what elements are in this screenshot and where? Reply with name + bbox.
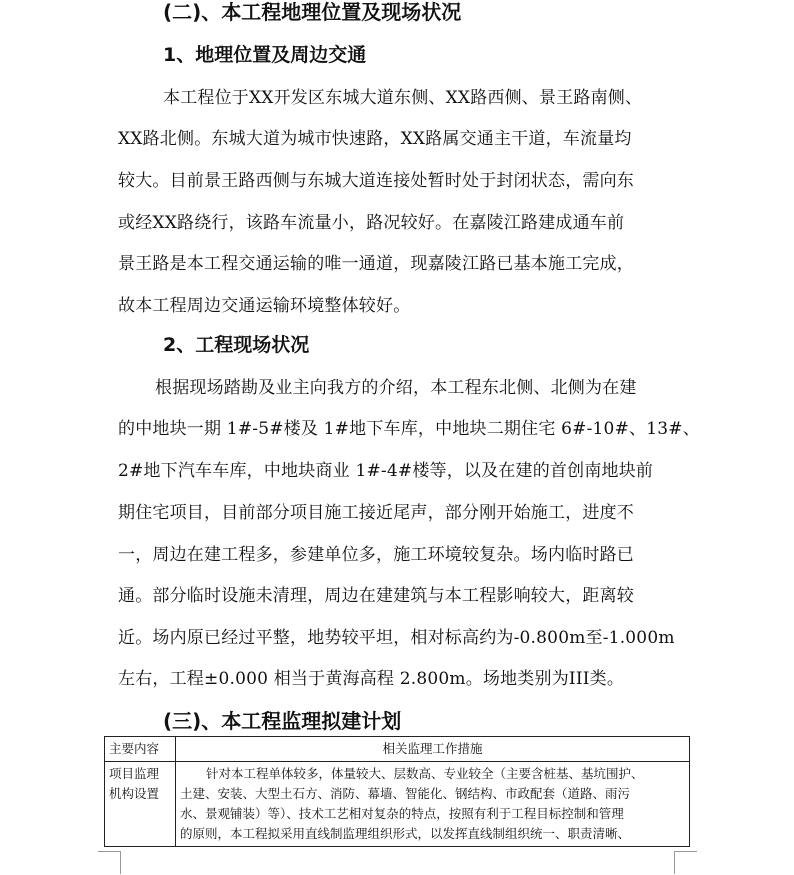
header-cell-main-content: 主要内容 [105,737,176,762]
text-line: 一，周边在建工程多，参建单位多，施工环境较复杂。场内临时路已 [118,545,634,565]
row-content-cell [176,762,690,847]
page-margin-mark-right [674,851,697,874]
text-line: 期住宅项目，目前部分项目施工接近尾声，部分刚开始施工，进度不 [118,503,634,523]
text-line: 通。部分临时设施未清理，周边在建建筑与本工程影响较大，距离较 [118,586,634,606]
row-content-line: 土建、安装、大型土石方、消防、幕墙、智能化、钢结构、市政配套（道路、雨污 [180,786,631,801]
text-line: 故本工程周边交通运输环境整体较好。 [118,296,411,316]
text-line: 左右，工程±0.000 相当于黄海高程 2.800m。场地类别为III类。 [118,669,625,689]
section-3-heading: (三)、本工程监理拟建计划 [163,709,402,733]
text-line: 2#地下汽车车库，中地块商业 1#-4#楼等，以及在建的首创南地块前 [118,461,654,481]
text-line: 景王路是本工程交通运输的唯一通道，现嘉陵江路已基本施工完成， [118,254,634,274]
subsection-2-heading: 2、工程现场状况 [163,334,310,356]
row-label-line: 项目监理 [109,766,160,781]
table-row [105,762,690,847]
subsection-1-heading: 1、地理位置及周边交通 [163,44,367,66]
row-content-line: 针对本工程单体较多，体量较大、层数高、专业较全（主要含桩基、基坑围护、 [206,766,644,781]
page-margin-mark-left [98,851,121,874]
text-line: 较大。目前景王路西侧与东城大道连接处暂时处于封闭状态，需向东 [118,171,634,191]
text-line: 的中地块一期 1#-5#楼及 1#地下车库，中地块二期住宅 6#-10#、13#、 [118,419,700,439]
text-line: XX路北侧。东城大道为城市快速路，XX路属交通主干道，车流量均 [118,129,632,149]
row-label-cell [105,762,176,847]
row-content-line: 水、景观铺装）等）、技术工艺相对复杂的特点，按照有利于工程目标控制和管理 [180,806,624,821]
row-label-line: 机构设置 [109,786,160,801]
supervision-plan-table [104,736,690,847]
text-line: 根据现场踏勘及业主向我方的介绍，本工程东北侧、北侧为在建 [155,378,637,398]
text-line: 近。场内原已经过平整，地势较平坦，相对标高约为-0.800m至-1.000m [118,628,675,648]
header-cell-measures: 相关监理工作措施 [176,737,690,762]
row-content-line: 的原则，本工程拟采用直线制监理组织形式，以发挥直线制组织统一、职责清晰、 [180,826,631,841]
text-line: 或经XX路绕行，该路车流量小，路况较好。在嘉陵江路建成通车前 [118,213,625,233]
table-header-row [105,737,690,762]
text-line: 本工程位于XX开发区东城大道东侧、XX路西侧、景王路南侧、 [163,88,643,108]
section-2-heading: (二)、本工程地理位置及现场状况 [163,0,462,24]
